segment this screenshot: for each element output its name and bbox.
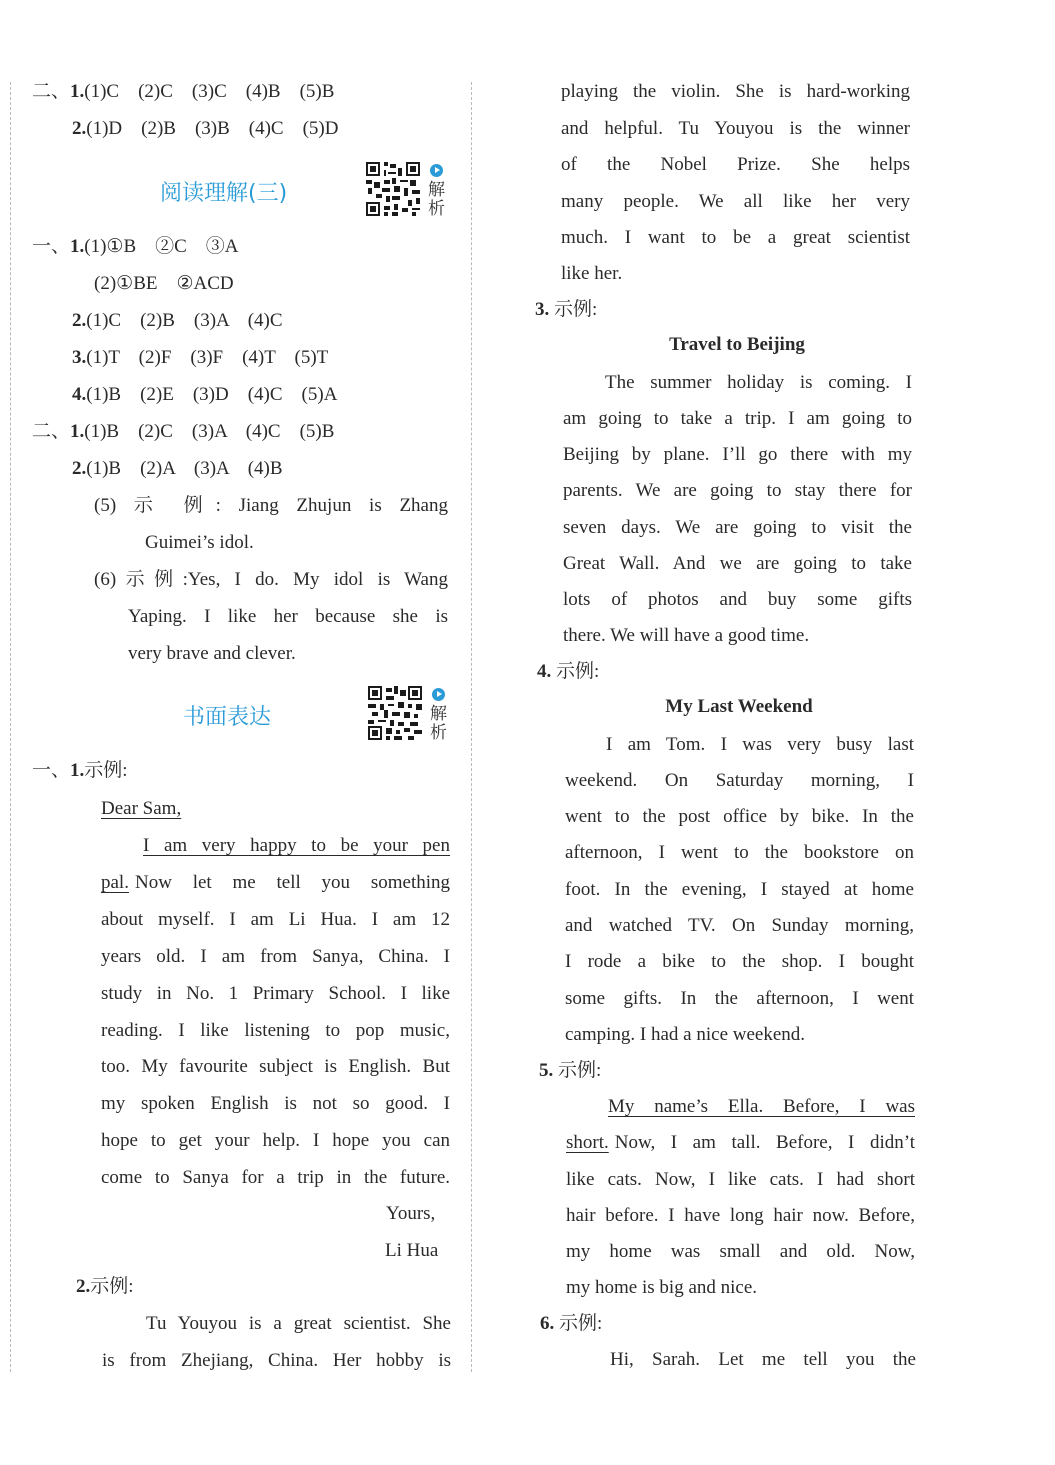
play-icon (432, 688, 445, 701)
answer-line: 2.(1)B (2)A (3)A (4)B (72, 458, 283, 479)
essay-line: is from Zhejiang, China. Her hobby is (102, 1350, 451, 1371)
essay-line: some gifts. In the afternoon, I went (565, 988, 914, 1009)
answer-line: 6. 示例: (540, 1313, 603, 1334)
answer-line: 一、1.示例: (32, 760, 128, 781)
essay-title: My Last Weekend (665, 696, 813, 717)
essay-line: short. Now, I am tall. Before, I didn’t (566, 1132, 915, 1153)
essay-line: come to Sanya for a trip in the future. (101, 1167, 450, 1188)
essay-line: parents. We are going to stay there for (563, 480, 912, 501)
answer-line: 2.示例: (76, 1276, 134, 1297)
essay-line: like her. (561, 263, 623, 284)
left-margin-line (10, 82, 11, 1372)
essay-line: and watched TV. On Sunday morning, (565, 915, 914, 936)
essay-line: pal. Now let me tell you something (101, 872, 450, 893)
answer-line: (5) 示 例: Jiang Zhujun is Zhang (94, 495, 448, 516)
essay-line: there. We will have a good time. (563, 625, 810, 646)
answer-line: Guimei’s idol. (145, 532, 254, 553)
answer-line: (6)示例:Yes, I do. My idol is Wang (94, 569, 448, 590)
qr-label: 解 析 (430, 704, 447, 743)
answer-line: 二、1.(1)B (2)C (3)A (4)C (5)B (32, 421, 335, 442)
essay-line: seven days. We are going to visit the (563, 517, 912, 538)
section-heading-writing: 书面表达 (183, 705, 272, 730)
letter-closing: Yours, (386, 1203, 436, 1224)
essay-line: I rode a bike to the shop. I bought (565, 951, 914, 972)
essay-line: much. I want to be a great scientist (561, 227, 910, 248)
play-icon (430, 164, 443, 177)
essay-line: Tu Youyou is a great scientist. She (146, 1313, 451, 1334)
answer-line: very brave and clever. (128, 643, 296, 664)
qr-label: 解 析 (428, 180, 445, 219)
answer-line: Yaping. I like her because she is (128, 606, 448, 627)
essay-line: Great Wall. And we are going to take (563, 553, 912, 574)
section-heading-reading: 阅读理解(三) (160, 181, 288, 206)
essay-line: about myself. I am Li Hua. I am 12 (101, 909, 450, 930)
answer-line: 4. 示例: (537, 661, 600, 682)
essay-line: I am Tom. I was very busy last (606, 734, 914, 755)
letter-greeting: Dear Sam, (101, 798, 182, 819)
essay-line: The summer holiday is coming. I (605, 372, 912, 393)
answer-line: (2)①BE ②ACD (94, 273, 234, 294)
essay-line: lots of photos and buy some gifts (563, 589, 912, 610)
letter-signature: Li Hua (385, 1240, 439, 1261)
essay-line: hope to get your help. I hope you can (101, 1130, 450, 1151)
essay-line: of the Nobel Prize. She helps (561, 154, 910, 175)
essay-title: Travel to Beijing (669, 334, 805, 355)
essay-line: my home is big and nice. (566, 1277, 758, 1298)
answer-line: 4.(1)B (2)E (3)D (4)C (5)A (72, 384, 338, 405)
qr-code-icon[interactable] (364, 160, 422, 218)
essay-line: am going to take a trip. I am going to (563, 408, 912, 429)
column-divider (471, 82, 472, 1372)
essay-line: hair before. I have long hair now. Before, (566, 1205, 915, 1226)
essay-line: went to the post office by bike. In the (565, 806, 914, 827)
answer-line: 3. 示例: (535, 299, 598, 320)
answer-line: 一、1.(1)①B ②C ③A (32, 236, 239, 257)
essay-line: study in No. 1 Primary School. I like (101, 983, 450, 1004)
essay-line: too. My favourite subject is English. But (101, 1056, 450, 1077)
essay-line: many people. We all like her very (561, 191, 910, 212)
essay-line: like cats. Now, I like cats. I had short (566, 1169, 915, 1190)
essay-line: I am very happy to be your pen (143, 835, 450, 856)
essay-line: years old. I am from Sanya, China. I (101, 946, 450, 967)
essay-line: foot. In the evening, I stayed at home (565, 879, 914, 900)
essay-line: my home was small and old. Now, (566, 1241, 915, 1262)
answer-line: 二、1.(1)C (2)C (3)C (4)B (5)B (32, 81, 335, 102)
essay-line: My name’s Ella. Before, I was (608, 1096, 915, 1117)
essay-line: Beijing by plane. I’ll go there with my (563, 444, 912, 465)
essay-line: playing the violin. She is hard-working (561, 81, 910, 102)
answer-line: 2.(1)D (2)B (3)B (4)C (5)D (72, 118, 339, 139)
essay-line: weekend. On Saturday morning, I (565, 770, 914, 791)
essay-line: camping. I had a nice weekend. (565, 1024, 806, 1045)
essay-line: Hi, Sarah. Let me tell you the (610, 1349, 916, 1370)
answer-line: 5. 示例: (539, 1060, 602, 1081)
essay-line: afternoon, I went to the bookstore on (565, 842, 914, 863)
answer-line: 3.(1)T (2)F (3)F (4)T (5)T (72, 347, 329, 368)
answer-line: 2.(1)C (2)B (3)A (4)C (72, 310, 283, 331)
qr-code-icon[interactable] (366, 684, 424, 742)
essay-line: my spoken English is not so good. I (101, 1093, 450, 1114)
essay-line: and helpful. Tu Youyou is the winner (561, 118, 910, 139)
essay-line: reading. I like listening to pop music, (101, 1020, 450, 1041)
